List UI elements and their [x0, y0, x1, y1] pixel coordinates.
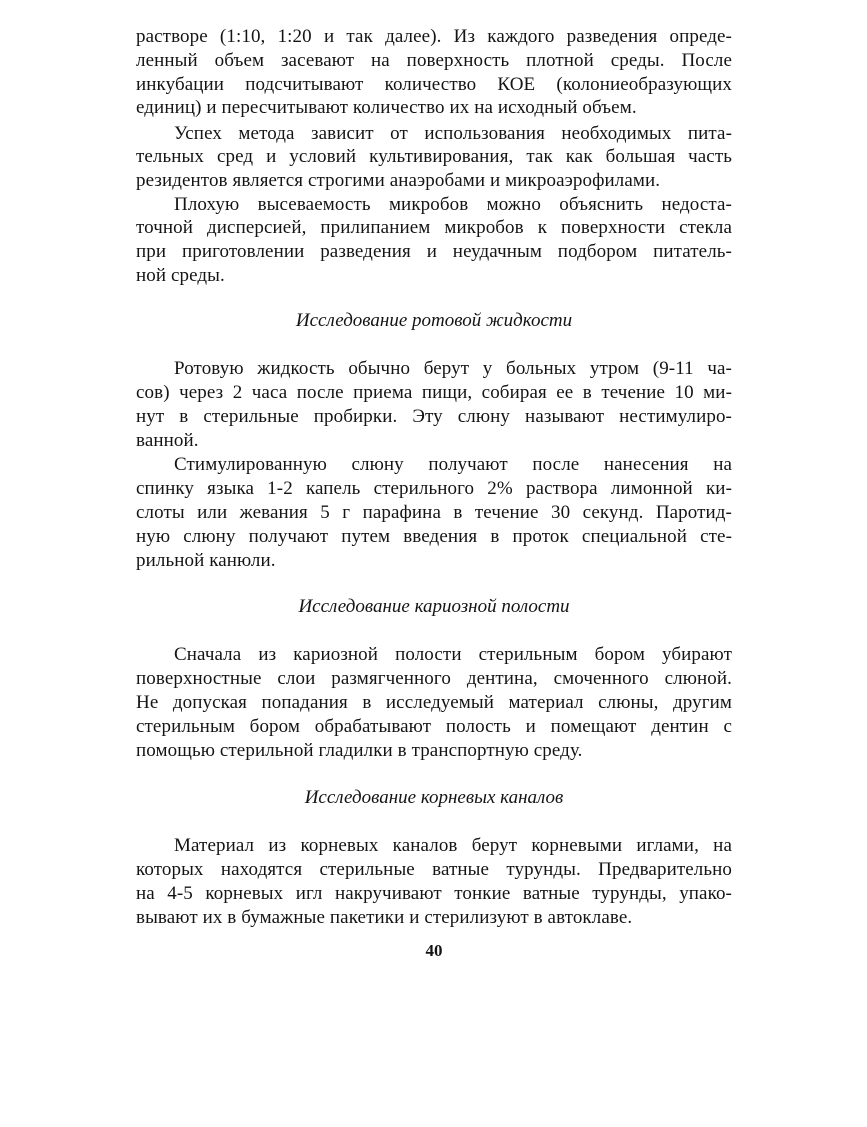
- text-line: Сначала из кариозной полости стерильным бором убирают: [174, 644, 732, 665]
- text-line: которых находятся стерильные ватные турунды. Предварительно: [136, 859, 732, 880]
- text-line: при приготовлении разведения и неудачным подбором питатель-: [136, 241, 732, 262]
- section-heading: Исследование корневых каналов: [304, 787, 564, 808]
- text-line: поверхностные слои размягченного дентина, смоченного слюной.: [136, 668, 732, 689]
- text-line: ванной.: [136, 430, 199, 451]
- text-line: ную слюну получают путем введения в проток специальной сте-: [136, 526, 732, 547]
- text-line: слоты или жевания 5 г парафина в течение 30 секунд. Паротид-: [136, 502, 732, 523]
- page-number: 40: [425, 941, 443, 960]
- text-line: стерильным бором обрабатывают полость и помещают дентин с: [136, 716, 732, 737]
- text-line: сов) через 2 часа после приема пищи, собирая ее в течение 10 ми-: [136, 382, 732, 403]
- text-line: ленный объем засевают на поверхность плотной среды. После: [136, 50, 732, 71]
- text-line: единиц) и пересчитывают количество их на исходный объем.: [136, 97, 637, 118]
- text-line: нут в стерильные пробирки. Эту слюну называют нестимулиро-: [136, 406, 732, 427]
- text-line: рильной канюли.: [136, 550, 276, 571]
- text-line: Стимулированную слюну получают после нанесения на: [174, 454, 732, 475]
- text-line: Успех метода зависит от использования необходимых пита-: [174, 123, 732, 144]
- section-heading: Исследование кариозной полости: [298, 596, 570, 617]
- text-line: Ротовую жидкость обычно берут у больных утром (9-11 ча-: [174, 358, 732, 379]
- text-line: тельных сред и условий культивирования, так как большая часть: [136, 146, 732, 167]
- text-line: помощью стерильной гладилки в транспортную среду.: [136, 740, 583, 761]
- text-line: спинку языка 1-2 капель стерильного 2% раствора лимонной ки-: [136, 478, 732, 499]
- text-line: Не допуская попадания в исследуемый материал слюны, другим: [136, 692, 732, 713]
- text-line: точной дисперсией, прилипанием микробов к поверхности стекла: [136, 217, 732, 238]
- text-line: на 4-5 корневых игл накручивают тонкие ватные турунды, упако-: [136, 883, 732, 904]
- text-line: Плохую высеваемость микробов можно объяснить недоста-: [174, 194, 732, 215]
- text-line: Материал из корневых каналов берут корневыми иглами, на: [174, 835, 732, 856]
- text-line: инкубации подсчитывают количество КОЕ (колониеобразующих: [136, 74, 732, 95]
- text-line: вывают их в бумажные пакетики и стерилизуют в автоклаве.: [136, 907, 633, 928]
- text-line: растворе (1:10, 1:20 и так далее). Из каждого разведения опреде-: [136, 26, 732, 47]
- text-line: резидентов является строгими анаэробами и микроаэрофилами.: [136, 170, 661, 191]
- section-heading: Исследование ротовой жидкости: [295, 310, 573, 331]
- text-line: ной среды.: [136, 265, 225, 286]
